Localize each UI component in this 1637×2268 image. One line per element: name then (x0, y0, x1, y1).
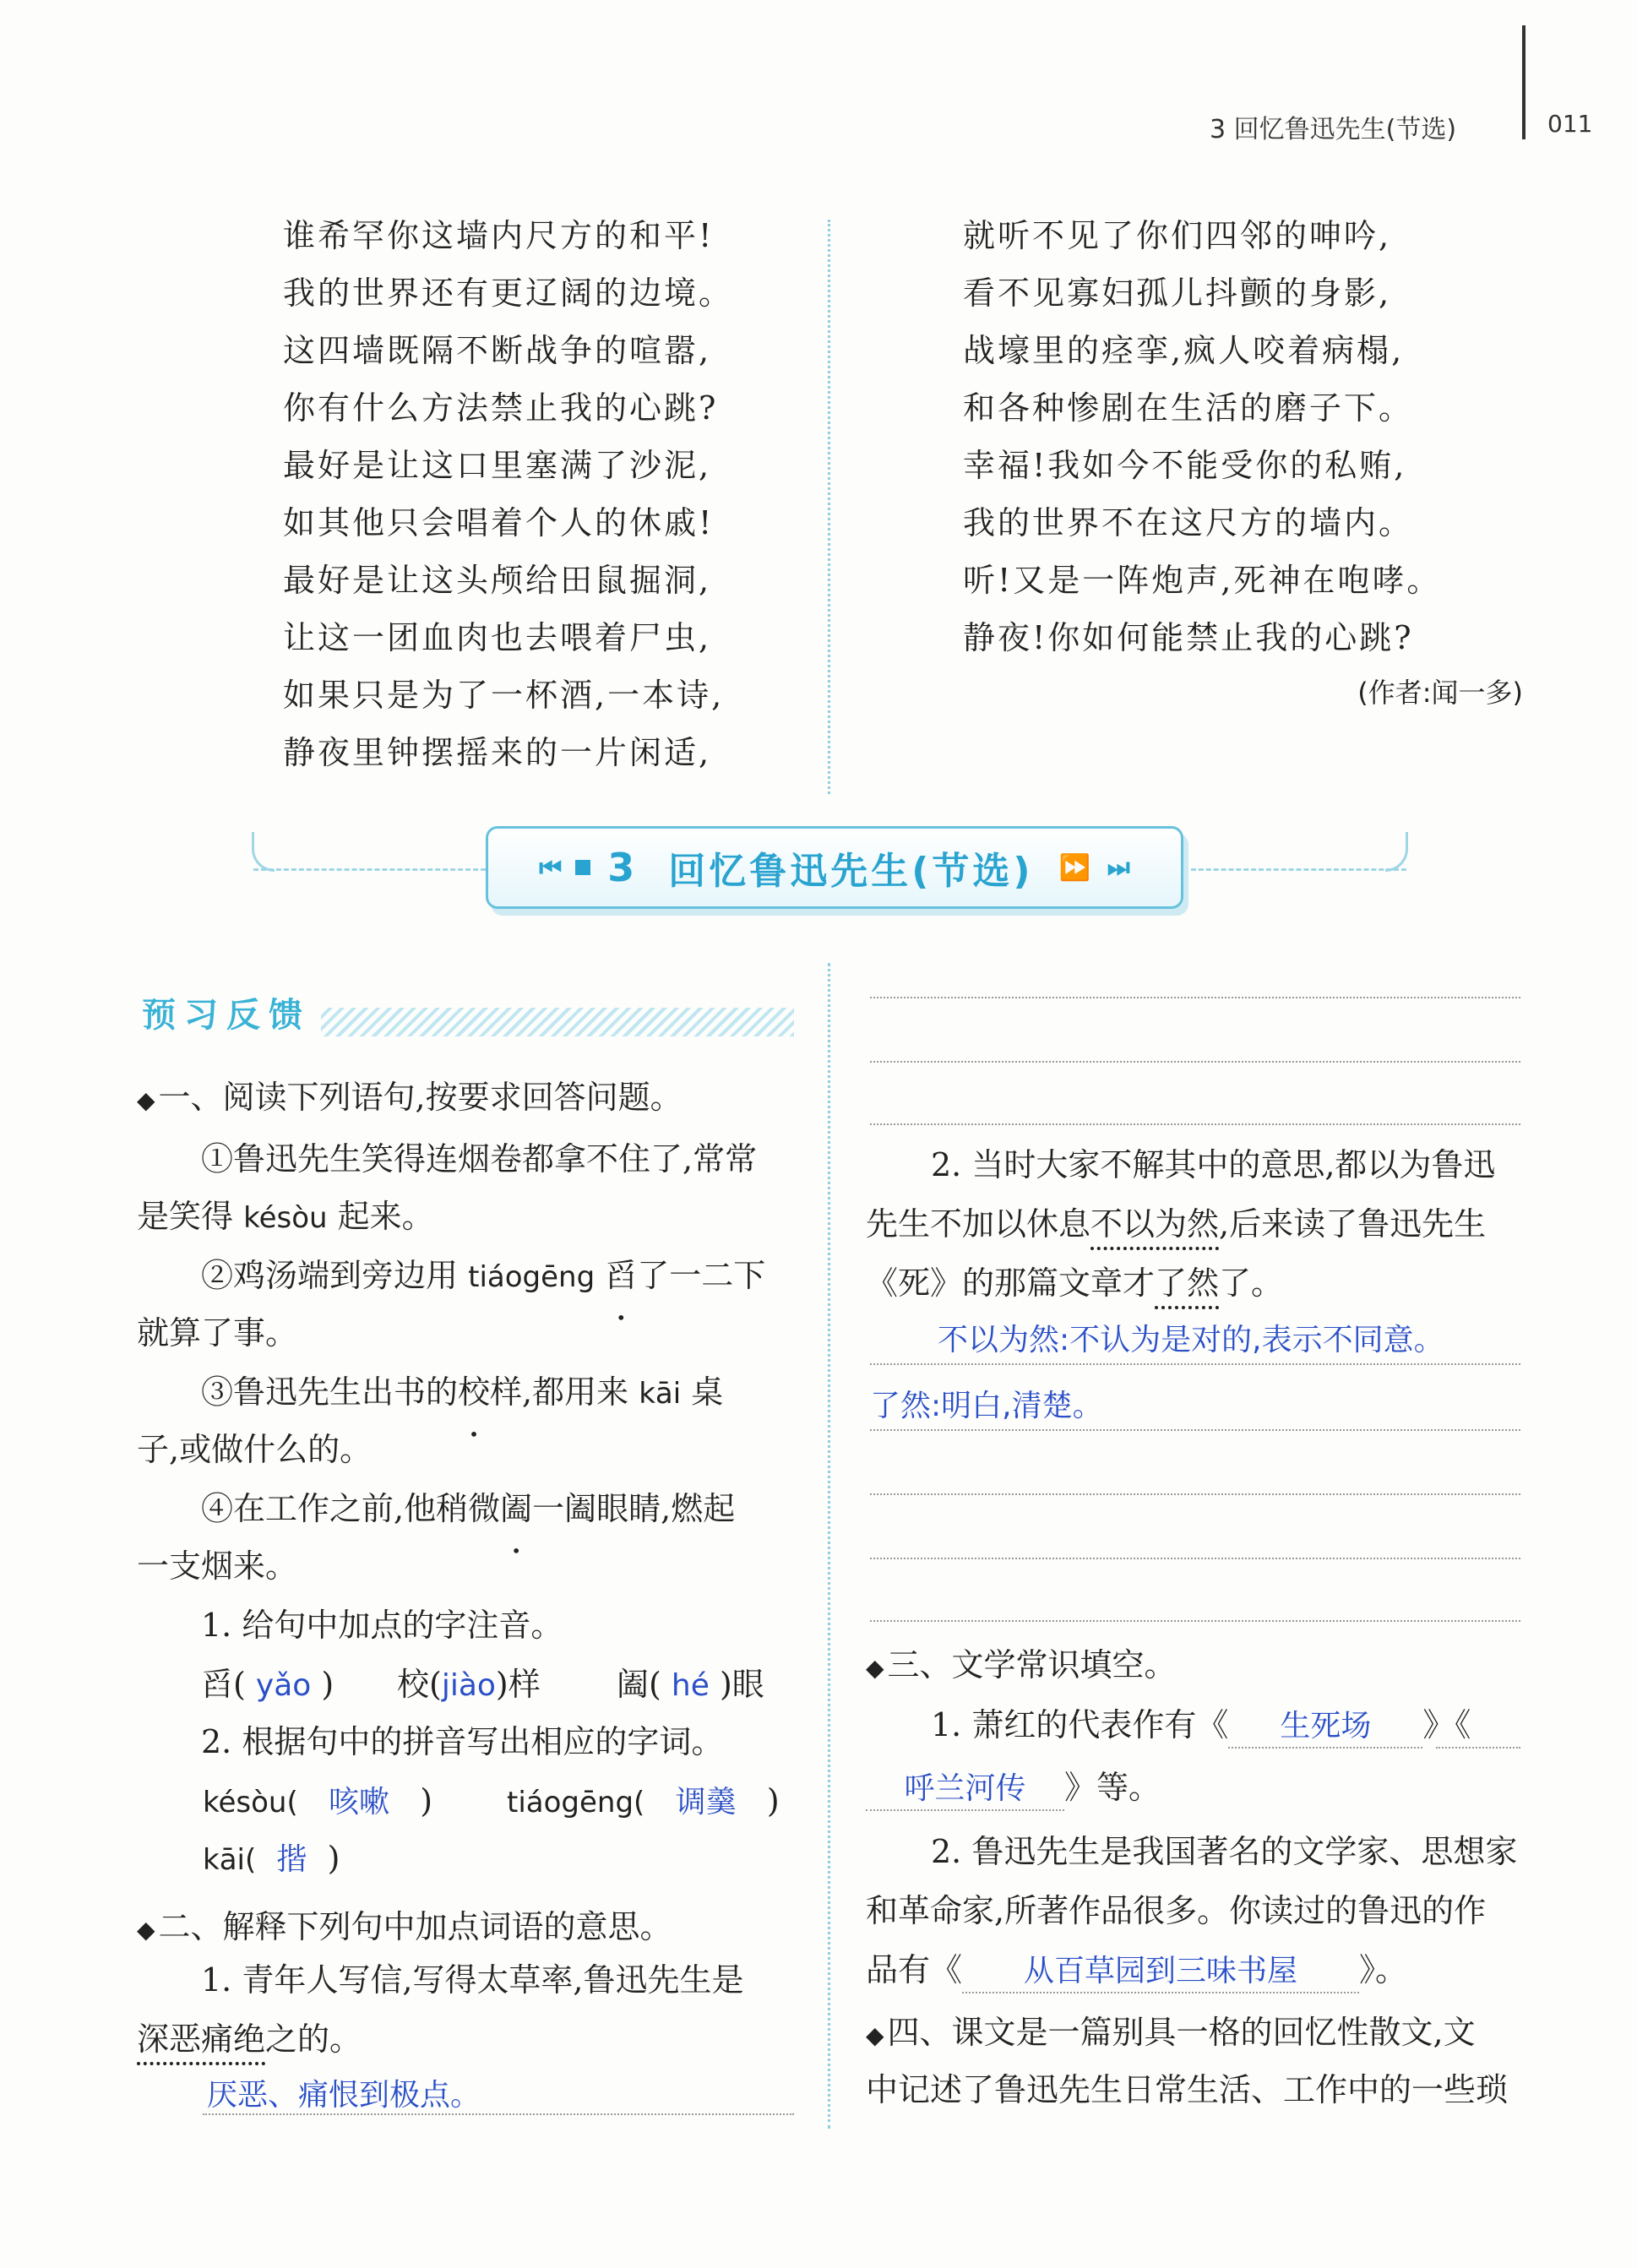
q2-heading: ◆ 二、解释下列句中加点词语的意思。 (137, 1908, 672, 1945)
column-divider (828, 220, 837, 794)
dotted-word: 不以为然 (1090, 1205, 1220, 1243)
diamond-icon: ◆ (866, 1654, 884, 1682)
answer-line (1436, 1747, 1520, 1749)
answer-line (870, 1429, 1520, 1431)
banner-curve-right (1385, 832, 1408, 872)
answer-text: hé (671, 1668, 710, 1703)
poem-line: 静夜里钟摆摇来的一片闲适, (283, 734, 712, 771)
answer-text: 调羹 (675, 1785, 737, 1819)
header-chapter-title: 3 回忆鲁迅先生(节选) (1210, 115, 1457, 144)
poem-line: 这四墙既隔不断战争的喧嚣, (283, 332, 712, 369)
q1-sentence-1a: ①鲁迅先生笑得连烟卷都拿不住了,常常 (201, 1140, 758, 1178)
section-hatch-decoration (321, 1008, 794, 1036)
answer-line (870, 997, 1520, 998)
poem-line: 看不见寡妇孤儿抖颤的身影, (963, 275, 1392, 312)
poem-line: 让这一团血肉也去喂着尸虫, (283, 619, 712, 656)
q4-line-2: 中记述了鲁迅先生日常生活、工作中的一些琐 (866, 2071, 1509, 2108)
q1-word-answer-3: kāi( 揩 ) (203, 1840, 340, 1877)
poem-line: 我的世界还有更辽阔的边境。 (283, 275, 734, 312)
page-number: 011 (1547, 110, 1593, 138)
q3-sentence-1b: 呼兰河传 》等。 (866, 1759, 1161, 1816)
dotted-word: 深恶痛绝 (137, 2021, 266, 2058)
q3-sentence-2a: 2. 鲁迅先生是我国著名的文学家、思想家 (931, 1833, 1518, 1870)
q2-answer-1: 厌恶、痛恨到极点。 (207, 2078, 481, 2113)
q1-sentence-2b: 就算了事。 (137, 1314, 298, 1352)
column-divider (828, 963, 837, 2129)
skip-forward-icon: ⏭ (1107, 852, 1130, 883)
q3-sentence-1a: 1. 萧红的代表作有《 生死场 》《 (931, 1696, 1471, 1754)
poem-line: 最好是让这口里塞满了沙泥, (283, 447, 712, 484)
poem-right-column (963, 207, 1441, 666)
q2-sentence-1b: 深恶痛绝之的。 (137, 2021, 362, 2058)
q1-sentence-4b: 一支烟来。 (137, 1547, 298, 1585)
poem-line: 就听不见了你们四邻的呻吟, (963, 217, 1392, 254)
q2-sentence-1a: 1. 青年人写信,写得太草率,鲁迅先生是 (201, 1961, 744, 1999)
answer-text: jiào (441, 1668, 496, 1703)
poem-line: 谁希罕你这墙内尺方的和平! (283, 217, 715, 254)
answer-text: 从百草园到三味书屋 (1024, 1954, 1298, 1988)
q1-word-answer-2: tiáogēng( 调羹 ) (507, 1782, 780, 1819)
q2-sentence-2a: 2. 当时大家不解其中的意思,都以为鲁迅 (931, 1146, 1496, 1183)
lesson-banner (486, 826, 1183, 909)
q3-sentence-2c: 品有《 从百草园到三味书屋 》。 (866, 1941, 1407, 1999)
answer-text: 揩 (276, 1842, 307, 1877)
q4-line-1: ◆ 四、课文是一篇别具一格的回忆性散文,文 (866, 2014, 1476, 2051)
q1-sentence-3b: 子,或做什么的。 (137, 1431, 373, 1468)
q1-sub1: 1. 给句中加点的字注音。 (201, 1607, 563, 1644)
lesson-title: 回忆鲁迅先生(节选) (668, 850, 1034, 893)
diamond-icon: ◆ (137, 1916, 155, 1944)
diamond-icon: ◆ (866, 2021, 884, 2049)
q1-sentence-1b: 是笑得 késòu 起来。 (137, 1198, 434, 1235)
poem-line: 最好是让这头颅给田鼠掘洞, (283, 562, 712, 599)
q1-sentence-2a: ②鸡汤端到旁边用 tiáogēng 舀了一二下 (201, 1257, 766, 1294)
answer-line (870, 1123, 1520, 1125)
section-label: 预习反馈 (142, 996, 311, 1035)
poem-author: (作者:闻一多) (1357, 677, 1523, 709)
header-rule (1522, 25, 1526, 139)
poem-line: 静夜!你如何能禁止我的心跳? (963, 619, 1414, 656)
poem-line: 幸福!我如今不能受你的私贿, (963, 447, 1407, 484)
q3-sentence-2b: 和革命家,所著作品很多。你读过的鲁迅的作 (866, 1892, 1487, 1929)
banner-line-left (253, 868, 486, 871)
poem-line: 你有什么方法禁止我的心跳? (283, 389, 719, 427)
q2-answer-2a: 不以为然:不认为是对的,表示不同意。 (938, 1323, 1444, 1357)
banner-curve-left (252, 832, 275, 872)
q1-pinyin-answer-3: 阖( hé )眼 (617, 1666, 764, 1703)
poem-line: 如果只是为了一杯酒,一本诗, (283, 677, 725, 714)
answer-line (870, 1493, 1520, 1495)
answer-text: 呼兰河传 (904, 1771, 1026, 1806)
poem-left-column (283, 207, 733, 781)
answer-text: 咳嗽 (328, 1785, 389, 1819)
diamond-icon: ◆ (137, 1086, 155, 1114)
q1-heading: ◆ 一、阅读下列语句,按要求回答问题。 (137, 1079, 683, 1116)
skip-back-icon: ⏮ (539, 852, 563, 883)
poem-line: 如其他只会唱着个人的休戚! (283, 504, 715, 541)
fast-forward-icon: ⏩ (1058, 852, 1090, 883)
q1-sub2: 2. 根据句中的拼音写出相应的字词。 (201, 1723, 724, 1760)
poem-line: 和各种惨剧在生活的磨子下。 (963, 389, 1414, 427)
poem-line: 战壕里的痉挛,疯人咬着病榻, (963, 332, 1405, 369)
q1-pinyin-answer-2: 校(jiào)样 (397, 1666, 541, 1703)
answer-line (870, 1363, 1520, 1365)
q2-answer-2b: 了然:明白,清楚。 (870, 1389, 1103, 1423)
answer-text: yǎo (255, 1668, 312, 1703)
answer-line (870, 1061, 1520, 1063)
q1-sentence-4a: ④在工作之前,他稍微阖一阖眼睛,燃起 (201, 1490, 736, 1527)
poem-line: 我的世界不在这尺方的墙内。 (963, 504, 1414, 541)
q2-sentence-2b: 先生不加以休息不以为然,后来读了鲁迅先生 (866, 1205, 1487, 1243)
square-icon (575, 860, 590, 875)
answer-line (870, 1620, 1520, 1622)
dotted-word: 了然 (1155, 1265, 1220, 1302)
q1-pinyin-answer-1: 舀( yǎo ) (201, 1666, 334, 1703)
q2-sentence-2c: 《死》的那篇文章才了然了。 (866, 1265, 1284, 1302)
q1-word-answer-1: késòu( 咳嗽 ) (203, 1782, 433, 1819)
lesson-number: 3 (607, 845, 635, 890)
answer-line (870, 1558, 1520, 1559)
q1-sentence-3a: ③鲁迅先生出书的校样,都用来 kāi 桌 (201, 1373, 724, 1411)
answer-line (203, 2113, 794, 2115)
answer-text: 生死场 (1280, 1709, 1372, 1743)
poem-line: 听!又是一阵炮声,死神在咆哮。 (963, 562, 1442, 599)
q3-heading: ◆ 三、文学常识填空。 (866, 1646, 1177, 1683)
banner-line-right (1191, 868, 1406, 871)
